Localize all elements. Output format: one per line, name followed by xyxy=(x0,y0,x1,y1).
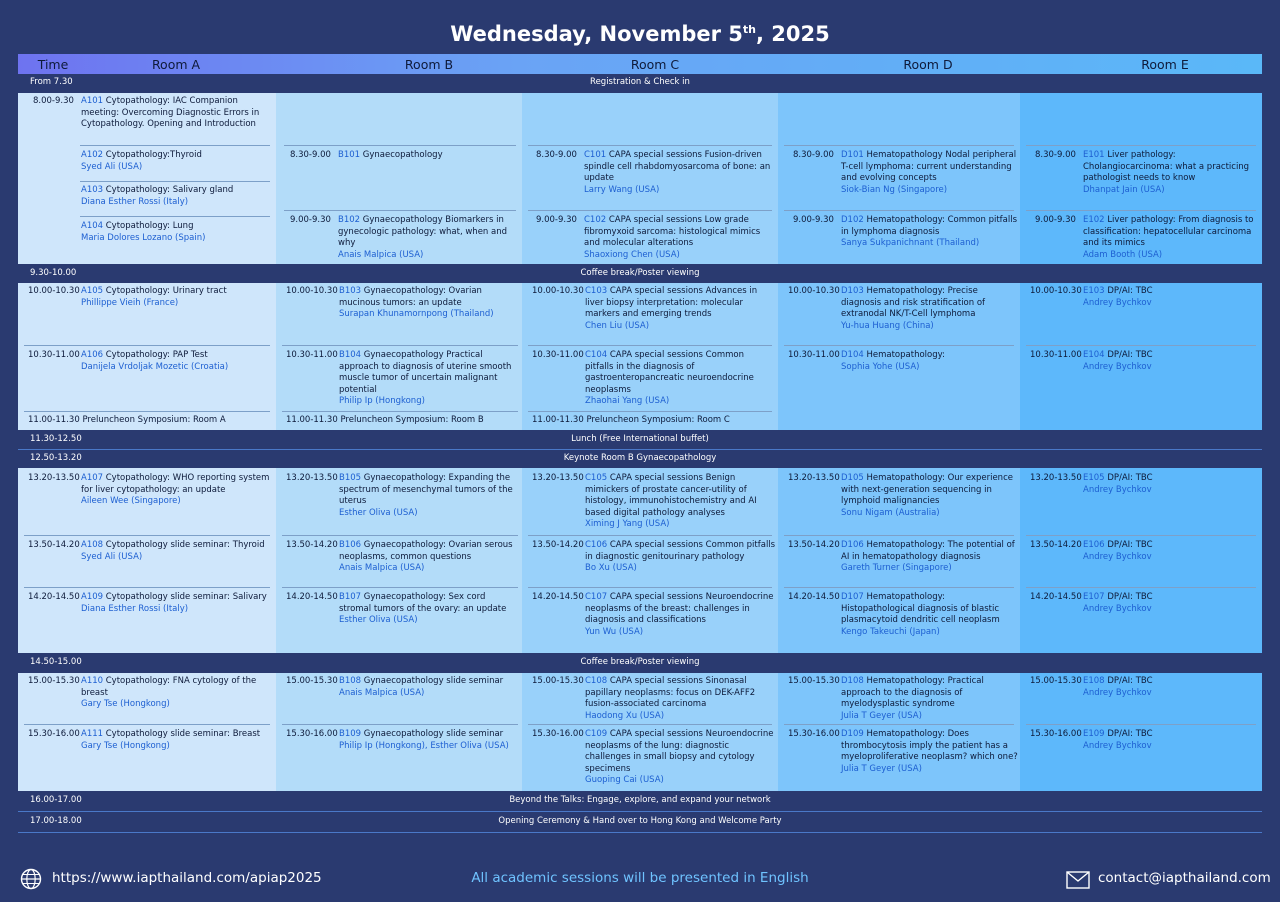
session-block-1: 8.00-9.30 A101 Cytopathology: IAC Companion meeting: Overcoming Diagnostic Errors in Cytopathology. Opening and Introduction A102 Cytopathology:Thyroid Syed Ali (USA) A103 Cytopathology: Salivary gland Diana Esther Rossi (Italy) A104 Cytopathology: Lung Maria Dolores Lozano (Spain) 8.30-9.00 B101 Gynaecopathology 9.00-9.30 B102 Gynaecopathology Biomarkers in gynecologic pathology: what, when and why Anais Malpica (USA) 8.30-9.00 C101 CAPA special sessions Fusion-driven spindle cell rhabdomyosarcoma of bone: an update Larry Wang (USA) 9.00-9.30 C102 CAPA special sessions Low grade fibromyxoid sarcoma: histological mimics and molecular alterations Shaoxiong Chen (USA) 8.30-9.00 D101 Hematopathology Nodal peripheral T-cell lymphoma: current understanding and evolving concepts Siok-Bian Ng (Singapore) 9.00-9.30 D102 Hematopathology: Common pitfalls in lymphoma diagnosis Sanya Sukpanichnant (Thailand) 8.30-9.00 E101 Liver pathology: Cholangiocarcinoma: what a practicing pathologist needs to know Dhanpat Jain (USA) 9.00-9.30 E102 Liver pathology: From diagnosis to classification: hepatocellular carcinoma and its mimics Adam Booth (USA) xyxy=(18,93,1262,264)
session-block-2: 10.00-10.30 A105 Cytopathology: Urinary tract Phillippe Vieih (France) 10.30-11.00 A106 Cytopathology: PAP Test Danijela Vrdoljak Mozetic (Croatia) 11.00-11.30 Preluncheon Symposium: Room A 10.00-10.30 B103 Gynaecopathology: Ovarian mucinous tumors: an update Surapan Khunamornpong (Thailand) 10.30-11.00 B104 Gynaecopathology Practical approach to diagnosis of uterine smooth muscle tumor of uncertain malignant potential Philip Ip (Hongkong) 11.00-11.30 Preluncheon Symposium: Room B 10.00-10.30 C103 CAPA special sessions Advances in liver biopsy interpretation: molecular markers and emerging trends Chen Liu (USA) 10.30-11.00 C104 CAPA special sessions Common pitfalls in the diagnosis of gastroenteropancreatic neuroendocrine neoplasms Zhaohai Yang (USA) 11.00-11.30 Preluncheon Symposium: Room C 10.00-10.30 D103 Hematopathology: Precise diagnosis and risk stratification of extranodal NK/T-Cell lymphoma Yu-hua Huang (China) 10.30-11.00 D104 Hematopathology: Sophia Yohe (USA) 10.00-10.30 E103 DP/AI: TBC Andrey Bychkov 10.30-11.00 E104 DP/AI: TBC Andrey Bychkov xyxy=(18,283,1262,430)
email-text: contact@iapthailand.com xyxy=(1098,870,1271,886)
band-registration xyxy=(18,77,1262,91)
session-a104: A104 Cytopathology: Lung Maria Dolores Lozano (Spain) xyxy=(81,221,206,243)
session-a-preluncheon: 11.00-11.30 Preluncheon Symposium: Room A xyxy=(28,415,226,425)
session-a103: A103 Cytopathology: Salivary gland Diana Esther Rossi (Italy) xyxy=(81,185,234,207)
band-beyond xyxy=(18,795,1262,809)
session-a102: A102 Cytopathology:Thyroid Syed Ali (USA) xyxy=(81,150,202,172)
band-coffee-2 xyxy=(18,657,1262,671)
band-time: 11.30-12.50 xyxy=(30,434,82,444)
header-room-c: Room C xyxy=(630,57,680,72)
header-room-a: Room A xyxy=(151,57,201,72)
session-c-preluncheon: 11.00-11.30 Preluncheon Symposium: Room C xyxy=(532,415,730,425)
band-label: Coffee break/Poster viewing xyxy=(580,268,700,278)
session-block-3: 13.20-13.50 A107 Cytopathology: WHO reporting system for liver cytopathology: an update Aileen Wee (Singapore) 13.50-14.20 A108 Cytopathology slide seminar: Thyroid Syed Ali (USA) 14.20-14.50 A109 Cytopathology slide seminar: Salivary Diana Esther Rossi (Italy) 13.20-13.50 B105 Gynaecopathology: Expanding the spectrum of mesenchymal tumors of the uterus Esther Oliva (USA) 13.50-14.20 B106 Gynaecopathology: Ovarian serous neoplasms, common questions Anais Malpica (USA) 14.20-14.50 B107 Gynaecopathology: Sex cord stromal tumors of the ovary: an update Esther Oliva (USA) 13.20-13.50 C105 CAPA special sessions Benign mimickers of prostate cancer-utility of histology, immunohistochemistry and AI based digital pathology analyses Ximing J Yang (USA) 13.50-14.20 C106 CAPA special sessions Common pitfalls in diagnostic genitourinary pathology Bo Xu (USA) 14.20-14.50 C107 CAPA special sessions Neuroendocrine neoplasms of the breast: challenges in diagnosis and classifications Yun Wu (USA) 13.20-13.50 D105 Hematopathology: Our experience with next-generation sequencing in lymphoid malignancies Sonu Nigam (Australia) 13.50-14.20 D106 Hematopathology: The potential of AI in hematopathology diagnosis Gareth Turner (Singapore) 14.20-14.50 D107 Hematopathology: Histopathological diagnosis of blastic plasmacytoid dendritic cell neoplasm Kengo Takeuchi (Japan) 13.20-13.50 E105 DP/AI: TBC Andrey Bychkov 13.50-14.20 E106 DP/AI: TBC Andrey Bychkov 14.20-14.50 E107 DP/AI: TBC Andrey Bychkov xyxy=(18,468,1262,653)
band-time: 16.00-17.00 xyxy=(30,795,82,805)
page-title: Wednesday, November 5th, 2025 xyxy=(450,22,830,46)
band-time: 12.50-13.20 xyxy=(30,453,82,463)
band-label: Keynote Room B Gynaecopathology xyxy=(563,453,717,463)
envelope-icon xyxy=(1066,871,1090,889)
website-text: https://www.iapthailand.com/apiap2025 xyxy=(52,870,322,886)
header-time: Time xyxy=(37,57,69,72)
band-time: From 7.30 xyxy=(30,77,73,87)
band-time: 9.30-10.00 xyxy=(30,268,77,278)
band-opening xyxy=(18,816,1262,830)
header-room-e: Room E xyxy=(1141,57,1189,72)
band-keynote xyxy=(18,453,1262,467)
band-label: Registration & Check in xyxy=(590,77,690,87)
session-b-preluncheon: 11.00-11.30 Preluncheon Symposium: Room B xyxy=(286,415,484,425)
band-time: 14.50-15.00 xyxy=(30,657,82,667)
header-room-b: Room B xyxy=(404,57,454,72)
band-label: Coffee break/Poster viewing xyxy=(580,657,700,667)
band-label: Opening Ceremony & Hand over to Hong Kong and Welcome Party xyxy=(498,816,782,826)
column-header-row xyxy=(18,54,1262,74)
band-time: 17.00-18.00 xyxy=(30,816,82,826)
band-lunch xyxy=(18,434,1262,448)
band-coffee-1 xyxy=(18,268,1262,282)
session-block-4: 15.00-15.30 A110 Cytopathology: FNA cytology of the breast Gary Tse (Hongkong) 15.30-16.00 A111 Cytopathology slide seminar: Breast Gary Tse (Hongkong) 15.00-15.30 B108 Gynaecopathology slide seminar Anais Malpica (USA) 15.30-16.00 B109 Gynaecopathology slide seminar Philip Ip (Hongkong), Esther Oliva (USA) 15.00-15.30 C108 CAPA special sessions Sinonasal papillary neoplasms: focus on DEK-AFF2 fusion-associated carcinoma Haodong Xu (USA) 15.30-16.00 C109 CAPA special sessions Neuroendocrine neoplasms of the lung: diagnostic challenges in small biopsy and cytology specimens Guoping Cai (USA) 15.00-15.30 D108 Hematopathology: Practical approach to the diagnosis of myelodysplastic syndrome Julia T Geyer (USA) 15.30-16.00 D109 Hematopathology: Does thrombocytosis imply the patient has a myeloproliferative neoplasm? which one? Julia T Geyer (USA) 15.00-15.30 E108 DP/AI: TBC Andrey Bychkov 15.30-16.00 E109 DP/AI: TBC Andrey Bychkov xyxy=(18,673,1262,791)
language-note: All academic sessions will be presented in English xyxy=(471,870,809,886)
header-room-d: Room D xyxy=(903,57,953,72)
band-label: Lunch (Free International buffet) xyxy=(571,434,709,444)
band-label: Beyond the Talks: Engage, explore, and expand your network xyxy=(509,795,771,805)
